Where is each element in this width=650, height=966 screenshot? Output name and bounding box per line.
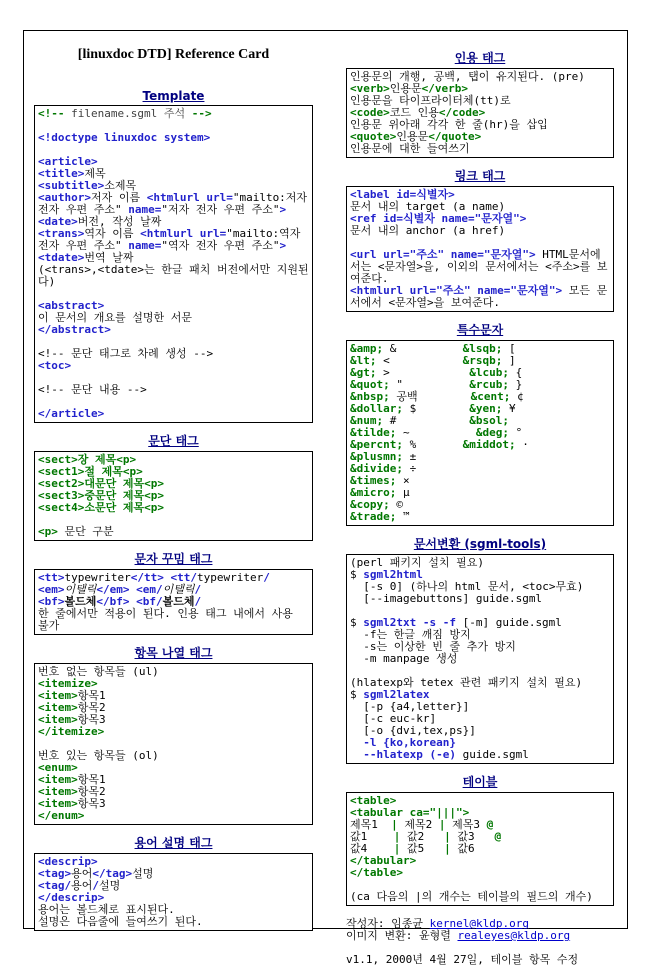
code-segment: sgml2html xyxy=(363,568,423,581)
code-segment: ¢ xyxy=(510,390,524,403)
code-segment: <verb> xyxy=(350,82,390,95)
code-segment: [--imagebuttons] guide.sgml xyxy=(350,592,543,605)
special-chars-line xyxy=(350,511,610,523)
email-link[interactable]: kernel@kldp.org xyxy=(429,917,529,930)
code-segment: 번역 날짜 xyxy=(84,251,134,264)
code-segment: @ xyxy=(494,830,502,843)
section-header-list-tags: 항목 나열 태그 xyxy=(134,646,213,660)
code-segment: 값2 xyxy=(400,830,445,843)
code-segment: <item> xyxy=(38,713,78,726)
code-segment: &tilde; xyxy=(350,426,397,439)
code-segment: | xyxy=(444,830,451,843)
code-segment: &quot; xyxy=(350,378,390,391)
template-line xyxy=(38,132,309,144)
code-segment: typewriter xyxy=(64,571,131,584)
code-segment: [-m] guide.sgml xyxy=(455,616,562,629)
code-segment: (hlatexp와 tetex 관련 패키지 설치 필요) xyxy=(350,676,583,689)
code-segment: </em> xyxy=(96,583,130,596)
section-quote-tags xyxy=(346,49,614,158)
code-segment: 설명 xyxy=(132,867,154,880)
code-segment: --hlatexp (-e) xyxy=(350,748,456,761)
code-box-special-chars xyxy=(346,340,614,526)
table-tags-line xyxy=(350,891,610,903)
code-segment: " xyxy=(389,378,470,391)
code-segment: <tag> xyxy=(38,867,72,880)
code-segment: &divide; xyxy=(350,462,403,475)
code-segment: % xyxy=(402,438,463,451)
code-segment: </tt> xyxy=(130,571,164,584)
code-segment: ° xyxy=(508,426,523,439)
code-segment: &rcub; xyxy=(469,378,509,391)
footer xyxy=(346,918,614,966)
code-segment: <title> xyxy=(38,167,85,180)
code-segment: | xyxy=(444,842,451,855)
code-segment: { xyxy=(508,366,523,379)
code-segment: "mailto:역자 전자 우편 주소" xyxy=(38,227,308,252)
section-header-descrip-tags: 용어 설명 태그 xyxy=(134,836,213,850)
code-segment: <author> xyxy=(38,191,91,204)
list-tags-line xyxy=(38,810,309,822)
code-segment: <!-- 문단 태그로 차례 생성 --> xyxy=(38,347,214,360)
code-segment: (perl 패키지 설치 필요) xyxy=(350,556,484,569)
code-segment: &gt; xyxy=(350,366,377,379)
code-segment: <quote> xyxy=(350,130,397,143)
code-segment: <tt/ xyxy=(170,571,197,584)
code-segment: ± xyxy=(402,450,417,463)
code-segment: -m manpage 생성 xyxy=(350,652,458,665)
code-segment: &nbsp; xyxy=(350,390,390,403)
template-line xyxy=(38,324,309,336)
code-segment: / xyxy=(92,879,100,892)
code-segment: 용어 xyxy=(71,867,93,880)
code-segment: <htmlurl url="주소" name="문자열"> xyxy=(350,284,563,297)
code-segment: 역자 이름 xyxy=(84,227,141,240)
code-segment: name= xyxy=(128,203,162,216)
code-box-quote-tags xyxy=(346,68,614,158)
code-segment: 설명 xyxy=(99,879,121,892)
code-segment: <p> xyxy=(38,525,58,538)
descrip-tags-line xyxy=(38,916,309,928)
section-tags-line xyxy=(38,502,309,514)
template-line xyxy=(38,191,314,216)
doc-convert-line xyxy=(350,749,610,761)
code-segment: · xyxy=(515,438,529,451)
right-column xyxy=(346,31,614,966)
code-segment: <tag/ xyxy=(38,879,72,892)
code-segment: &plusmn; xyxy=(350,450,403,463)
code-segment: 저자 이름 xyxy=(90,191,147,204)
section-char-style-tags xyxy=(34,550,313,635)
code-box-list-tags xyxy=(34,663,313,825)
code-segment: 문서 내의 target (a name) xyxy=(350,200,506,213)
code-segment: / xyxy=(194,595,202,608)
code-segment: &deg; xyxy=(475,426,509,439)
code-segment: 인용문 xyxy=(396,130,429,143)
code-segment: </enum> xyxy=(38,809,85,822)
code-box-table-tags xyxy=(346,792,614,906)
code-segment: 볼드체 xyxy=(64,595,97,608)
code-segment: "저자 전자 우편 주소" xyxy=(161,203,280,216)
code-segment: 제목 xyxy=(84,167,106,180)
code-segment: @ xyxy=(486,818,494,831)
code-segment: -s는 이상한 빈 줄 추가 방지 xyxy=(350,640,516,653)
code-segment: "역자 전자 우편 주소" xyxy=(161,239,280,252)
quote-tags-line xyxy=(350,143,610,155)
section-header-char-style-tags: 문자 꾸밈 태그 xyxy=(134,552,213,566)
code-segment: [-o {dvi,tex,ps}] xyxy=(350,724,476,737)
code-segment: 용어 xyxy=(71,879,93,892)
code-segment: guide.sgml xyxy=(455,748,529,761)
code-segment: <toc> xyxy=(38,359,72,372)
code-segment: <enum> xyxy=(38,761,78,774)
doc-convert-line xyxy=(350,653,610,665)
code-segment: &trade; xyxy=(350,510,397,523)
code-segment: [-p {a4,letter}] xyxy=(350,700,470,713)
code-segment: &yen; xyxy=(469,402,503,415)
template-line xyxy=(38,108,309,120)
code-segment: 항목1 xyxy=(77,689,106,702)
code-segment: ™ xyxy=(396,510,410,523)
code-segment: &copy; xyxy=(350,498,390,511)
code-segment: ] xyxy=(502,354,516,367)
code-segment: <label id=식별자> xyxy=(350,188,455,201)
code-segment: <item> xyxy=(38,773,78,786)
code-segment: <descrip> xyxy=(38,855,98,868)
code-segment: <item> xyxy=(38,785,78,798)
code-segment: </code> xyxy=(438,106,486,119)
code-segment: 문서 내의 anchor (a href) xyxy=(350,224,506,237)
code-segment: µ xyxy=(396,486,410,499)
code-segment: sgml2latex xyxy=(363,688,430,701)
code-segment: <bf> xyxy=(38,595,65,608)
code-segment: filename.sgml 주석 xyxy=(64,107,192,120)
code-segment: </quote> xyxy=(428,130,482,143)
list-tags-line xyxy=(38,750,309,762)
code-segment: </tag> xyxy=(92,867,133,880)
template-line xyxy=(38,348,309,360)
template-line xyxy=(38,360,309,372)
code-segment: <item> xyxy=(38,701,78,714)
code-segment: 인용문을 타이프라이터체(tt)로 xyxy=(350,94,511,107)
section-doc-convert xyxy=(346,535,614,764)
section-section-tags xyxy=(34,432,313,541)
code-segment: <sect3>중문단 제목<p> xyxy=(38,489,164,502)
code-segment: HTML문서에서는 <문자열>을, 이외의 문서에서는 <주소>를 보여준다. xyxy=(350,248,608,285)
code-segment: 항목2 xyxy=(77,701,106,714)
section-list-tags xyxy=(34,644,313,825)
code-segment: 값5 xyxy=(400,842,445,855)
code-segment: 코드 인용 xyxy=(389,106,439,119)
code-segment: <htmlurl url= xyxy=(140,227,227,240)
section-table-tags xyxy=(346,773,614,906)
code-segment: | xyxy=(393,830,401,843)
code-segment: 작성자: 임종균 xyxy=(346,917,430,930)
code-box-char-style-tags xyxy=(34,569,313,635)
code-segment: <url url="주소" name="문자열"> xyxy=(350,248,536,261)
section-header-doc-convert: 문서변환 (sgml-tools) xyxy=(413,537,547,551)
template-line xyxy=(38,384,309,396)
code-segment: </article> xyxy=(38,407,105,420)
code-segment: &rsqb; xyxy=(462,354,503,367)
code-segment: "mailto:저자 전자 우편 주소" xyxy=(38,191,314,216)
code-segment: <!-- 문단 내용 --> xyxy=(38,383,147,396)
code-segment: &cent; xyxy=(470,390,511,403)
code-segment: > xyxy=(279,239,287,252)
code-segment: <sect>장 제목<p> xyxy=(38,453,137,466)
code-segment: | xyxy=(438,818,446,831)
left-column xyxy=(34,31,313,931)
code-segment: | xyxy=(391,818,398,831)
code-segment: $ xyxy=(402,402,470,415)
code-segment: -l {ko,korean} xyxy=(350,736,456,749)
code-segment: </table> xyxy=(350,866,403,879)
code-segment: (ca 다음의 |의 개수는 테이블의 필드의 개수) xyxy=(350,890,593,903)
code-segment: 값6 xyxy=(450,842,475,855)
code-segment: v1.1, 2000년 4월 27일, 테이블 항목 수정 xyxy=(346,953,579,966)
code-segment: <date> xyxy=(38,215,78,228)
code-segment: 이미지 변환: 윤형렬 xyxy=(346,929,458,942)
code-segment: &micro; xyxy=(350,486,397,499)
section-header-special-chars: 특수문자 xyxy=(456,323,504,337)
code-segment: 공백 xyxy=(389,390,471,403)
code-segment: <trans> xyxy=(38,227,85,240)
code-segment: &lt; xyxy=(350,354,377,367)
code-segment: 인용문 위아래 각각 한 줄(hr)을 삽입 xyxy=(350,118,548,131)
template-line xyxy=(38,264,309,288)
code-segment: <subtitle> xyxy=(38,179,105,192)
code-segment: ÷ xyxy=(402,462,417,475)
code-segment: 이 문서의 개요를 설명한 서문 xyxy=(38,311,193,324)
page-title: [linuxdoc DTD] Reference Card xyxy=(77,47,270,62)
code-segment: 이탤릭 xyxy=(64,583,97,596)
code-segment: ¥ xyxy=(502,402,516,415)
code-segment: </bf> xyxy=(96,595,130,608)
code-segment: [-c euc-kr] xyxy=(350,712,437,725)
code-segment: <abstract> xyxy=(38,299,105,312)
code-segment: ~ xyxy=(396,426,476,439)
code-segment: name= xyxy=(128,239,162,252)
code-segment: $ xyxy=(350,688,364,701)
code-segment: 용어는 볼드체로 표시된다. xyxy=(38,903,175,916)
code-segment: / xyxy=(263,571,270,584)
code-segment: × xyxy=(396,474,410,487)
code-segment: > xyxy=(376,366,470,379)
code-segment: 번호 있는 항목들 (ol) xyxy=(38,749,159,762)
code-segment: 볼드체 xyxy=(162,595,195,608)
code-segment: <htmlurl url= xyxy=(146,191,233,204)
code-segment: $ xyxy=(350,568,364,581)
code-segment: <ref id=식별자 name="문자열"> xyxy=(350,212,527,225)
code-segment: --> xyxy=(191,107,212,120)
section-descrip-tags xyxy=(34,834,313,931)
code-box-link-tags xyxy=(346,186,614,312)
template-line xyxy=(38,408,309,420)
section-link-tags xyxy=(346,167,614,312)
code-segment: <code> xyxy=(350,106,390,119)
footer-line xyxy=(346,930,614,942)
code-segment: &num; xyxy=(350,414,384,427)
section-header-link-tags: 링크 태그 xyxy=(454,169,506,183)
code-segment: &amp; xyxy=(350,342,384,355)
section-header-quote-tags: 인용 태그 xyxy=(454,51,506,65)
section-tags-line xyxy=(38,526,309,538)
code-segment: <article> xyxy=(38,155,98,168)
code-segment: &lsqb; xyxy=(462,342,503,355)
code-segment: 항목2 xyxy=(77,785,106,798)
code-segment: [ xyxy=(502,342,516,355)
code-segment: </itemize> xyxy=(38,725,105,738)
code-segment: 항목3 xyxy=(77,797,106,810)
code-segment: 이탤릭 xyxy=(162,583,195,596)
code-segment: # xyxy=(383,414,470,427)
code-segment: 한 줄에서만 적용이 된다. 인용 태그 내에서 사용 불가 xyxy=(38,607,300,632)
code-segment: -f는 한글 깨짐 방지 xyxy=(350,628,471,641)
code-segment: <em> xyxy=(38,583,65,596)
code-box-doc-convert xyxy=(346,554,614,764)
code-segment: <sect2>대문단 제목<p> xyxy=(38,477,164,490)
email-link[interactable]: realeyes@kldp.org xyxy=(457,929,571,942)
code-segment: &percnt; xyxy=(350,438,403,451)
code-segment: <tt> xyxy=(38,571,65,584)
code-segment: 인용문 xyxy=(389,82,422,95)
section-header-section-tags: 문단 태그 xyxy=(148,434,199,448)
code-segment: <em/ xyxy=(136,583,163,596)
char-style-tags-line xyxy=(38,608,309,632)
code-box-descrip-tags xyxy=(34,853,313,931)
code-segment: 제목3 xyxy=(445,818,487,831)
code-segment: 항목1 xyxy=(77,773,106,786)
code-box-section-tags xyxy=(34,451,313,541)
code-segment: &lcub; xyxy=(469,366,509,379)
code-segment: $ xyxy=(350,616,364,629)
code-segment: 문단 구분 xyxy=(57,525,114,538)
code-segment: 값4 xyxy=(350,842,394,855)
code-segment: <tdate> xyxy=(38,251,85,264)
code-segment: 소제목 xyxy=(104,179,137,192)
code-segment: </tabular> xyxy=(350,854,417,867)
code-segment: (<trans>,<tdate>는 한글 패치 버전에서만 지원된다) xyxy=(38,263,309,288)
code-segment: </abstract> xyxy=(38,323,111,336)
code-segment: sgml2txt -s -f xyxy=(363,616,456,629)
code-segment: &dollar; xyxy=(350,402,403,415)
code-segment: 버전, 작성 날짜 xyxy=(77,215,162,228)
code-segment: 제목2 xyxy=(397,818,439,831)
table-tags-line xyxy=(350,867,610,879)
code-segment: 제목1 xyxy=(350,818,392,831)
card-border xyxy=(23,30,628,966)
code-segment: 항목3 xyxy=(77,713,106,726)
code-segment: < xyxy=(376,354,463,367)
code-segment: <!doctype linuxdoc system> xyxy=(38,131,211,144)
code-segment: <bf/ xyxy=(136,595,163,608)
code-segment: &middot; xyxy=(462,438,516,451)
footer-line xyxy=(346,954,614,966)
code-segment: &bsol; xyxy=(469,414,509,427)
link-tags-line xyxy=(350,225,610,237)
code-segment: > xyxy=(279,203,287,216)
section-header-table-tags: 테이블 xyxy=(462,775,498,789)
code-segment: © xyxy=(389,498,403,511)
code-segment: / xyxy=(194,583,202,596)
code-segment: 인용문에 대한 들여쓰기 xyxy=(350,142,470,155)
section-header-template: Template xyxy=(142,89,205,103)
code-segment: <sect1>절 제목<p> xyxy=(38,465,143,478)
template-line xyxy=(38,228,309,252)
code-segment: &times; xyxy=(350,474,397,487)
code-segment: <itemize> xyxy=(38,677,98,690)
code-segment: & xyxy=(383,342,463,355)
code-segment: 값3 xyxy=(450,830,495,843)
code-segment: </verb> xyxy=(421,82,468,95)
code-segment: <item> xyxy=(38,797,78,810)
code-box-template xyxy=(34,105,313,423)
code-segment: 인용문의 개행, 공백, 탭이 유지된다. (pre) xyxy=(350,70,585,83)
code-segment: <table> xyxy=(350,794,397,807)
section-special-chars xyxy=(346,321,614,526)
doc-convert-line xyxy=(350,593,610,605)
list-tags-line xyxy=(38,726,309,738)
code-segment: 설명은 다음줄에 들여쓰기 된다. xyxy=(38,915,203,928)
code-segment: <!-- xyxy=(38,107,65,120)
code-segment: </descrip> xyxy=(38,891,105,904)
code-segment: 모든 문서에서 <문자열>을 보여준다. xyxy=(350,284,608,309)
code-segment: } xyxy=(508,378,523,391)
code-segment: [-s 0] (하나의 html 문서, <toc>무효) xyxy=(350,580,584,593)
link-tags-line xyxy=(350,285,610,309)
link-tags-line xyxy=(350,249,610,285)
code-segment: typewriter xyxy=(196,571,264,584)
code-segment: | xyxy=(393,842,401,855)
code-segment: 번호 없는 항목들 (ul) xyxy=(38,665,159,678)
section-template xyxy=(34,89,313,423)
code-segment: 값1 xyxy=(350,830,394,843)
code-segment: <sect4>소문단 제목<p> xyxy=(38,501,164,514)
code-segment: <item> xyxy=(38,689,78,702)
code-segment: <tabular ca="|||"> xyxy=(350,806,470,819)
